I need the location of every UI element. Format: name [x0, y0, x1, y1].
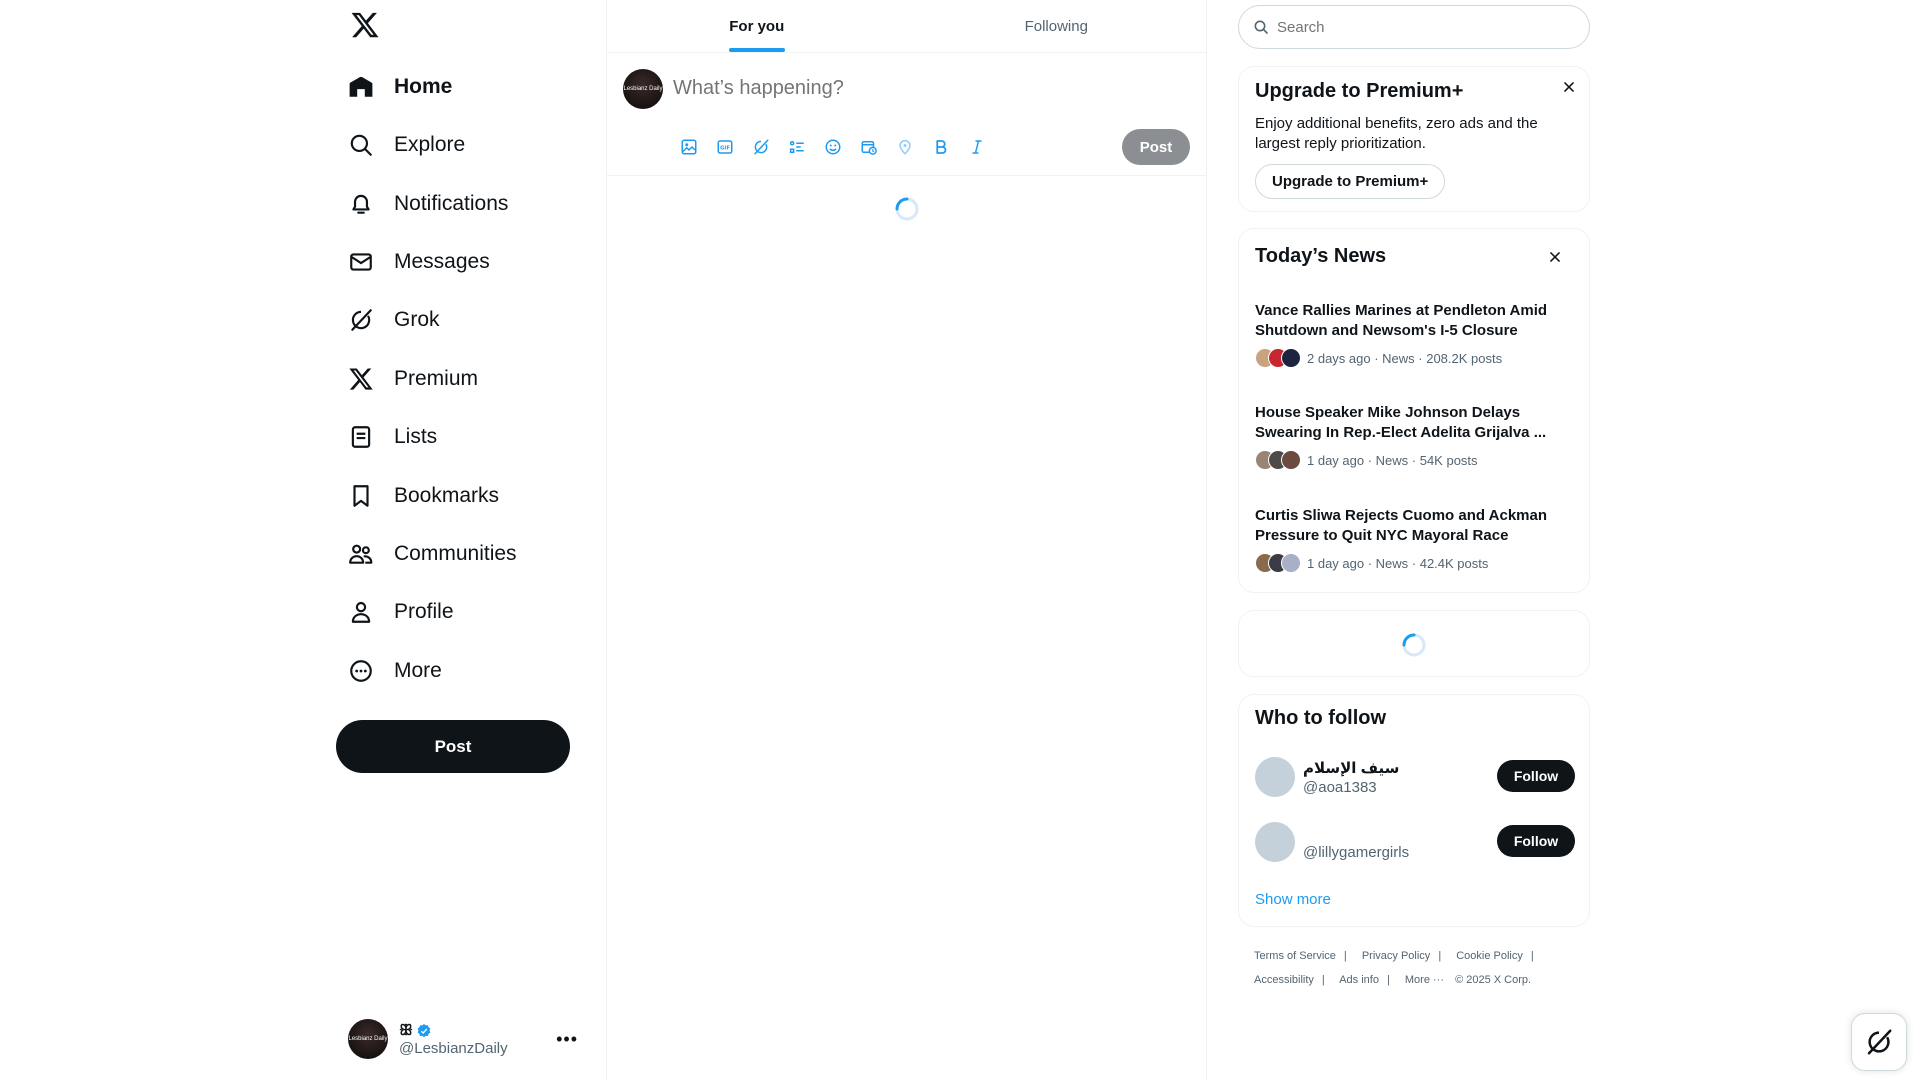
news-item[interactable]	[1255, 506, 1575, 573]
nav-communities[interactable]	[348, 529, 517, 579]
suggestion-handle: @lillygamergirls	[1303, 843, 1410, 861]
avatar: Lesbianz Daily	[348, 1019, 388, 1059]
compose-input[interactable]	[673, 77, 1173, 100]
footer-link-ads-info[interactable]: Ads info	[1339, 974, 1379, 986]
search-input[interactable]	[1277, 19, 1557, 36]
footer-link-accessibility[interactable]: Accessibility	[1254, 974, 1314, 986]
composer-toolbar	[671, 129, 995, 165]
tab-for-you[interactable]: For you	[607, 0, 907, 52]
nav-premium[interactable]	[348, 354, 478, 404]
more-circle-icon	[348, 658, 374, 684]
account-handle: @LesbianzDaily	[399, 1039, 508, 1057]
footer-link-more[interactable]: More ···	[1404, 974, 1444, 986]
loading-spinner-icon	[894, 196, 920, 222]
schedule-icon[interactable]	[851, 129, 887, 165]
news-meta: 1 day ago · News · 54K posts	[1307, 452, 1478, 468]
search-icon	[348, 132, 374, 158]
suggestion-name: سيف الإسلام	[1303, 759, 1400, 777]
follow-suggestion[interactable]	[1255, 822, 1575, 862]
follow-button[interactable]: Follow	[1497, 825, 1575, 857]
home-icon	[348, 74, 374, 100]
more-dots-icon[interactable]: •••	[556, 1029, 578, 1049]
account-switcher[interactable]	[348, 1015, 578, 1063]
nav-messages[interactable]	[348, 237, 490, 287]
media-icon[interactable]	[671, 129, 707, 165]
avatar: Lesbianz Daily	[623, 69, 663, 109]
grok-icon[interactable]	[743, 129, 779, 165]
account-display-name: ꕥ	[399, 1022, 413, 1039]
avatar	[1281, 348, 1301, 368]
gif-icon[interactable]	[707, 129, 743, 165]
footer-links: Terms of Service | Privacy Policy | Cookie Policy | Accessibility | Ads info | More ··· © 2025 X Corp.	[1254, 950, 1534, 986]
nav-label: Profile	[394, 600, 454, 623]
compose-post-button[interactable]: Post	[1122, 129, 1190, 165]
nav-label: Grok	[394, 308, 440, 331]
nav-label: Home	[394, 75, 453, 98]
nav-notifications[interactable]	[348, 179, 508, 229]
emoji-icon[interactable]	[815, 129, 851, 165]
left-navigation	[336, 0, 606, 1080]
show-more-link[interactable]: Show more	[1255, 891, 1331, 908]
italic-icon[interactable]	[959, 129, 995, 165]
bold-icon[interactable]	[923, 129, 959, 165]
nav-grok[interactable]	[348, 295, 440, 345]
tab-following[interactable]: Following	[1024, 17, 1088, 35]
nav-label: Premium	[394, 367, 479, 390]
grok-chat-button[interactable]	[1851, 1013, 1907, 1071]
grok-icon	[348, 307, 374, 333]
poll-icon[interactable]	[779, 129, 815, 165]
news-headline: Vance Rallies Marines at Pendleton Amid Shutdown and Newsom's I-5 Closure	[1255, 302, 1548, 339]
list-icon	[348, 424, 374, 450]
avatar	[1255, 822, 1295, 862]
timeline-tabs	[607, 0, 1206, 53]
loading-card	[1238, 610, 1590, 677]
svg-text:GIF: GIF	[720, 145, 730, 152]
main-timeline	[606, 0, 1207, 1080]
nav-label: Messages	[394, 250, 490, 273]
person-icon	[348, 599, 374, 625]
news-item[interactable]	[1255, 301, 1575, 368]
nav-lists[interactable]	[348, 412, 437, 462]
nav-label: Notifications	[394, 192, 509, 215]
footer-link-privacy[interactable]: Privacy Policy	[1361, 950, 1431, 962]
mail-icon	[348, 249, 374, 275]
nav-label: Communities	[394, 542, 517, 565]
nav-bookmarks[interactable]	[348, 471, 499, 521]
news-avatars	[1255, 348, 1301, 368]
nav-profile[interactable]	[348, 587, 454, 637]
footer-link-cookies[interactable]: Cookie Policy	[1456, 950, 1523, 962]
suggestion-handle: @aoa1383	[1303, 778, 1377, 796]
nav-home[interactable]	[348, 62, 452, 112]
news-title: Today’s News	[1255, 245, 1387, 267]
nav-label: More	[394, 659, 442, 682]
nav-label: Lists	[394, 425, 438, 448]
premium-description: Enjoy additional benefits, zero ads and the largest reply prioritization.	[1255, 115, 1538, 152]
avatar	[1281, 553, 1301, 573]
copyright: © 2025 X Corp.	[1455, 974, 1532, 986]
search-icon	[1253, 19, 1269, 35]
avatar	[1255, 757, 1295, 797]
people-icon	[348, 541, 374, 567]
nav-more[interactable]	[348, 646, 442, 696]
x-logo-icon	[348, 366, 374, 392]
who-to-follow-title: Who to follow	[1255, 707, 1387, 729]
news-headline: Curtis Sliwa Rejects Cuomo and Ackman Pressure to Quit NYC Mayoral Race	[1255, 507, 1548, 544]
loading-spinner-icon	[1401, 632, 1427, 658]
verified-badge-icon	[416, 1023, 432, 1039]
grok-icon	[1864, 1027, 1894, 1057]
nav-label: Explore	[394, 133, 466, 156]
x-logo-icon[interactable]	[350, 10, 380, 40]
news-item[interactable]	[1255, 403, 1575, 470]
news-avatars	[1255, 553, 1301, 573]
news-meta: 1 day ago · News · 42.4K posts	[1307, 555, 1489, 571]
todays-news-card	[1238, 228, 1590, 593]
news-avatars	[1255, 450, 1301, 470]
search-box[interactable]	[1238, 5, 1590, 49]
footer-link-terms[interactable]: Terms of Service	[1254, 950, 1336, 962]
post-composer	[607, 53, 1206, 176]
avatar	[1281, 450, 1301, 470]
suggestion-name	[1303, 824, 1409, 844]
premium-title: Upgrade to Premium+	[1255, 80, 1464, 102]
premium-upsell-card	[1238, 66, 1590, 212]
news-headline: House Speaker Mike Johnson Delays Swearing In Rep.-Elect Adelita Grijalva ...	[1255, 404, 1547, 441]
follow-suggestion[interactable]	[1255, 757, 1575, 797]
nav-explore[interactable]	[348, 120, 465, 170]
close-icon[interactable]	[1559, 77, 1579, 97]
nav-label: Bookmarks	[394, 484, 500, 507]
upgrade-premium-button[interactable]: Upgrade to Premium+	[1255, 164, 1445, 199]
news-meta: 2 days ago · News · 208.2K posts	[1307, 350, 1503, 366]
bell-icon	[348, 191, 374, 217]
location-icon[interactable]	[887, 129, 923, 165]
follow-button[interactable]: Follow	[1497, 760, 1575, 792]
close-icon[interactable]	[1545, 247, 1565, 267]
bookmark-icon	[348, 483, 374, 509]
post-button[interactable]: Post	[336, 720, 570, 773]
who-to-follow-card	[1238, 694, 1590, 927]
